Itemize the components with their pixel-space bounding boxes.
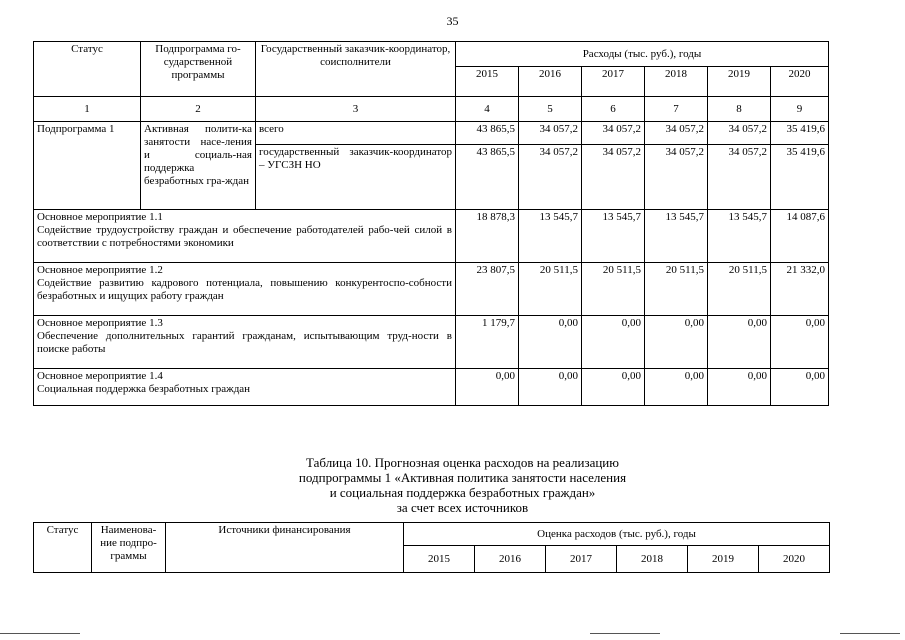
value-cell: 0,00	[645, 369, 708, 406]
header-year: 2016	[519, 67, 582, 97]
value-cell: 0,00	[708, 316, 771, 369]
value-cell: 34 057,2	[645, 145, 708, 210]
value-cell: 0,00	[771, 369, 829, 406]
measure-row	[34, 210, 829, 263]
header-name: Наименова-ние подпро-граммы	[92, 523, 166, 573]
estimate-table	[33, 522, 830, 573]
measure-cell	[34, 316, 456, 369]
value-cell: 13 545,7	[708, 210, 771, 263]
value-cell: 0,00	[771, 316, 829, 369]
value-cell: 20 511,5	[645, 263, 708, 316]
header-status: Статус	[34, 523, 92, 573]
expenses-table	[33, 41, 829, 406]
value-cell: 34 057,2	[645, 122, 708, 145]
header-year: 2020	[759, 546, 830, 573]
index-cell: 5	[519, 97, 582, 122]
measure-row	[34, 316, 829, 369]
customer-cell: государственный заказчик-координатор – УГСЗН НО	[256, 145, 456, 210]
value-cell: 0,00	[582, 369, 645, 406]
header-customer: Государственный заказчик-координатор, соисполнители	[256, 42, 456, 97]
page-edge-rule	[0, 633, 80, 634]
index-cell: 8	[708, 97, 771, 122]
caption-line: Таблица 10. Прогнозная оценка расходов на реализацию	[306, 455, 619, 470]
value-cell: 13 545,7	[519, 210, 582, 263]
value-cell: 13 545,7	[645, 210, 708, 263]
value-cell: 34 057,2	[708, 145, 771, 210]
measure-title: Основное мероприятие 1.4	[37, 370, 163, 382]
index-cell: 1	[34, 97, 141, 122]
index-row	[34, 97, 829, 122]
header-subprogram: Подпрограмма го-сударственной программы	[141, 42, 256, 97]
customer-cell: всего	[256, 122, 456, 145]
value-cell: 34 057,2	[519, 145, 582, 210]
header-year: 2016	[475, 546, 546, 573]
measure-row	[34, 369, 829, 406]
index-cell: 2	[141, 97, 256, 122]
index-cell: 9	[771, 97, 829, 122]
measure-desc: Социальная поддержка безработных граждан	[37, 383, 251, 395]
value-cell: 14 087,6	[771, 210, 829, 263]
value-cell: 34 057,2	[582, 145, 645, 210]
value-cell: 21 332,0	[771, 263, 829, 316]
value-cell: 0,00	[519, 316, 582, 369]
header-year: 2015	[404, 546, 475, 573]
index-cell: 4	[456, 97, 519, 122]
header-year: 2019	[708, 67, 771, 97]
caption-line: и социальная поддержка безработных граждан»	[329, 485, 596, 500]
value-cell: 1 179,7	[456, 316, 519, 369]
measure-cell	[34, 369, 456, 406]
measure-cell	[34, 210, 456, 263]
value-cell: 0,00	[582, 316, 645, 369]
value-cell: 43 865,5	[456, 122, 519, 145]
measure-title: Основное мероприятие 1.1	[37, 211, 163, 223]
header-sources: Источники финансирования	[166, 523, 404, 573]
index-cell: 6	[582, 97, 645, 122]
header-row	[34, 42, 829, 67]
measure-title: Основное мероприятие 1.2	[37, 264, 163, 276]
value-cell: 34 057,2	[708, 122, 771, 145]
value-cell: 20 511,5	[582, 263, 645, 316]
index-cell: 7	[645, 97, 708, 122]
header-row	[34, 523, 830, 546]
value-cell: 20 511,5	[708, 263, 771, 316]
measure-desc: Обеспечение дополнительных гарантий гражданам, испытывающим труд-ности в поиске работы	[37, 330, 452, 355]
value-cell: 23 807,5	[456, 263, 519, 316]
value-cell: 43 865,5	[456, 145, 519, 210]
measure-cell	[34, 263, 456, 316]
value-cell: 0,00	[645, 316, 708, 369]
value-cell: 13 545,7	[582, 210, 645, 263]
value-cell: 0,00	[456, 369, 519, 406]
value-cell: 35 419,6	[771, 145, 829, 210]
measure-title: Основное мероприятие 1.3	[37, 317, 163, 329]
header-year: 2018	[645, 67, 708, 97]
value-cell: 34 057,2	[582, 122, 645, 145]
table-caption	[0, 455, 905, 515]
value-cell: 18 878,3	[456, 210, 519, 263]
caption-line: за счет всех источников	[396, 500, 529, 515]
measure-desc: Содействие развитию кадрового потенциала, повышению конкурентоспо-собности безработных и ищущих работу граждан	[37, 277, 452, 302]
value-cell: 35 419,6	[771, 122, 829, 145]
caption-line: подпрограммы 1 «Активная политика занятости населения	[298, 470, 627, 485]
header-year: 2019	[688, 546, 759, 573]
measure-desc: Содействие трудоустройству граждан и обеспечение работодателей рабо-чей силой в соответствии с потребностями экономики	[37, 224, 452, 249]
value-cell: 0,00	[708, 369, 771, 406]
header-year: 2017	[582, 67, 645, 97]
header-year: 2017	[546, 546, 617, 573]
header-expenses: Расходы (тыс. руб.), годы	[456, 42, 829, 67]
header-estimate: Оценка расходов (тыс. руб.), годы	[404, 523, 830, 546]
page-number: 35	[446, 14, 459, 28]
page-edge-rule	[840, 633, 900, 634]
value-cell: 20 511,5	[519, 263, 582, 316]
header-year: 2020	[771, 67, 829, 97]
header-year: 2018	[617, 546, 688, 573]
subprogram-name: Активная полити-ка занятости насе-ления и социаль-ная поддержка безработных гра-ждан	[141, 122, 256, 210]
page-edge-rule	[590, 633, 660, 634]
subprogram-total-row	[34, 122, 829, 145]
header-year: 2015	[456, 67, 519, 97]
measure-row	[34, 263, 829, 316]
index-cell: 3	[256, 97, 456, 122]
subprogram-status: Подпрограмма 1	[34, 122, 141, 210]
value-cell: 34 057,2	[519, 122, 582, 145]
value-cell: 0,00	[519, 369, 582, 406]
header-status: Статус	[34, 42, 141, 97]
